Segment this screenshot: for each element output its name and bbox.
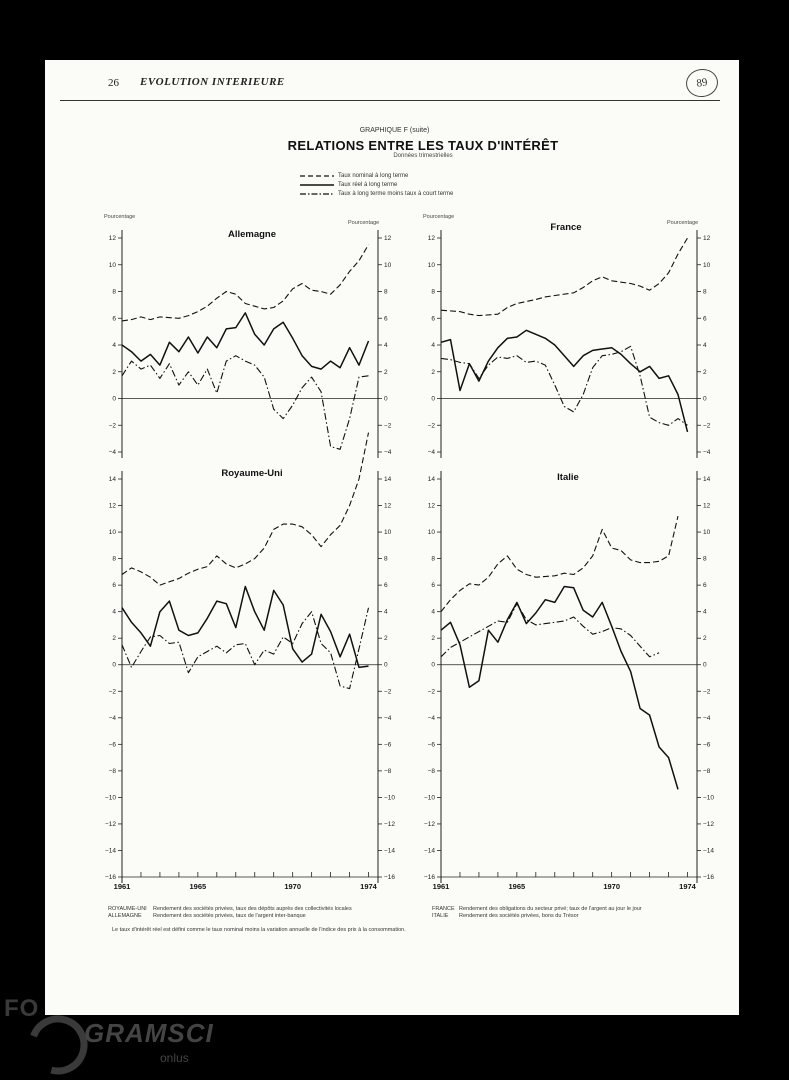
y-tick-label: 6	[384, 315, 388, 323]
y-tick-label: −14	[104, 847, 116, 855]
series-line-dashdot	[441, 604, 659, 657]
y-tick-label: −2	[703, 422, 711, 430]
y-tick-label: −2	[108, 422, 116, 430]
x-tick-label: 1974	[360, 882, 377, 891]
note-key: FRANCE	[432, 906, 455, 912]
panel-title: France	[550, 222, 582, 233]
y-tick-label: 0	[703, 661, 707, 669]
y-tick-label: 8	[384, 288, 388, 296]
y-tick-label: −4	[703, 449, 711, 456]
y-tick-label: 0	[431, 661, 435, 669]
handwritten-stamp: 89	[684, 67, 720, 99]
y-tick-label: 0	[431, 395, 435, 403]
y-tick-label: 12	[384, 235, 392, 242]
y-tick-label: 0	[384, 395, 388, 403]
note-text: Rendement des sociétés privées, bons du Trésor	[459, 913, 579, 919]
y-tick-label: 0	[384, 661, 388, 669]
y-tick-label: 10	[108, 261, 116, 269]
y-tick-label: 4	[112, 608, 116, 616]
y-tick-label: 12	[703, 502, 711, 510]
y-tick-label: 8	[431, 288, 435, 296]
y-tick-label: −6	[384, 741, 392, 749]
x-tick-label: 1970	[603, 882, 621, 891]
y-tick-label: 4	[431, 342, 435, 349]
legend-label: Taux nominal à long terme	[338, 172, 409, 179]
y-tick-label: −4	[427, 714, 435, 722]
y-tick-label: 2	[431, 635, 435, 643]
y-tick-label: 0	[112, 661, 116, 669]
y-unit-label: Pourcentage	[104, 214, 136, 220]
y-tick-label: −8	[427, 767, 435, 775]
y-tick-label: 14	[703, 476, 711, 483]
series-line-solid	[441, 330, 688, 432]
y-tick-label: 4	[431, 608, 435, 616]
y-tick-label: 10	[427, 529, 435, 537]
figure-title: RELATIONS ENTRE LES TAUX D'INTÉRÊT	[287, 138, 559, 153]
y-tick-label: 12	[427, 235, 435, 242]
note-key: ITALIE	[432, 913, 449, 919]
y-tick-label: −4	[384, 714, 392, 722]
x-tick-label: 1965	[508, 882, 526, 891]
y-tick-label: 4	[703, 608, 707, 616]
y-tick-label: −12	[423, 820, 435, 828]
y-tick-label: −10	[384, 794, 396, 802]
y-tick-label: 2	[112, 368, 116, 376]
y-tick-label: −12	[384, 820, 396, 828]
series-line-dashed	[441, 238, 688, 316]
y-tick-label: 2	[703, 635, 707, 643]
series-line-solid	[122, 313, 369, 369]
y-tick-label: −2	[384, 422, 392, 430]
y-tick-label: −6	[427, 741, 435, 749]
y-tick-label: 14	[108, 476, 116, 483]
y-tick-label: −2	[427, 688, 435, 696]
y-tick-label: −2	[427, 422, 435, 430]
y-tick-label: 14	[427, 476, 435, 483]
y-unit-label: Pourcentage	[348, 220, 380, 226]
y-tick-label: 12	[108, 502, 116, 510]
logo-text-suffix: onlus	[160, 1051, 189, 1065]
y-tick-label: 12	[427, 502, 435, 510]
y-tick-label: −10	[703, 794, 715, 802]
y-tick-label: −16	[104, 874, 116, 881]
y-tick-label: 8	[112, 555, 116, 563]
panel-title: Allemagne	[227, 229, 277, 240]
y-tick-label: −14	[384, 847, 396, 855]
notes-right	[432, 906, 642, 920]
y-tick-label: 10	[427, 261, 435, 269]
y-tick-label: 4	[384, 342, 388, 349]
series-line-dashdot	[441, 346, 688, 425]
y-tick-label: 8	[112, 288, 116, 296]
note-key: ALLEMAGNE	[108, 913, 142, 919]
series-line-solid	[441, 587, 678, 790]
page-number: 26	[108, 77, 119, 89]
x-tick-label: 1974	[679, 882, 696, 891]
series-line-dashed	[122, 245, 369, 321]
y-tick-label: −2	[384, 688, 392, 696]
y-tick-label: −14	[703, 847, 715, 855]
y-tick-label: 4	[112, 342, 116, 349]
y-tick-label: −8	[703, 767, 711, 775]
y-tick-label: −10	[423, 794, 435, 802]
y-tick-label: 6	[431, 315, 435, 323]
y-tick-label: 8	[431, 555, 435, 563]
x-tick-label: 1970	[284, 882, 302, 891]
y-tick-label: 2	[384, 368, 388, 376]
y-tick-label: 6	[431, 582, 435, 590]
y-tick-label: −4	[703, 714, 711, 722]
series-line-dashdot	[122, 608, 369, 689]
x-tick-label: 1965	[189, 882, 207, 891]
y-tick-label: 0	[703, 395, 707, 403]
note-text: Rendement des sociétés privées, taux des dépôts auprès des collectivités locales	[153, 906, 352, 912]
logo-text-fo: FO	[4, 995, 40, 1022]
y-tick-label: −4	[108, 449, 116, 456]
y-tick-label: 4	[384, 608, 388, 616]
y-tick-label: −2	[703, 688, 711, 696]
y-tick-label: 6	[703, 582, 707, 590]
notes-left	[108, 906, 352, 920]
y-tick-label: 6	[112, 315, 116, 323]
y-tick-label: 10	[703, 261, 711, 269]
legend-label: Taux réel à long terme	[338, 181, 398, 188]
y-unit-label: Pourcentage	[667, 220, 699, 226]
y-tick-label: 8	[703, 555, 707, 563]
note-text: Rendement des sociétés privées, taux de l'argent inter-banque	[153, 913, 306, 919]
y-tick-label: 0	[112, 395, 116, 403]
y-tick-label: −16	[423, 874, 435, 881]
y-tick-label: 8	[703, 288, 707, 296]
y-tick-label: 6	[703, 315, 707, 323]
y-tick-label: 2	[112, 635, 116, 643]
y-tick-label: −4	[384, 449, 392, 456]
y-tick-label: −6	[703, 741, 711, 749]
y-tick-label: 2	[384, 635, 388, 643]
y-tick-label: −12	[104, 820, 116, 828]
y-tick-label: 2	[703, 368, 707, 376]
legend-label: Taux à long terme moins taux à court terme	[338, 190, 454, 197]
y-tick-label: −4	[427, 449, 435, 456]
y-tick-label: −8	[384, 767, 392, 775]
y-tick-label: 14	[384, 476, 392, 483]
note-definition: Le taux d'intérêt réel est défini comme le taux nominal moins la variation annuelle de l'indice des prix à la consommation.	[112, 927, 406, 933]
x-tick-label: 1961	[432, 882, 450, 891]
y-tick-label: 6	[112, 582, 116, 590]
series-line-dashed	[441, 516, 678, 612]
y-tick-label: −16	[384, 874, 396, 881]
y-tick-label: 12	[384, 502, 392, 510]
y-tick-label: 10	[703, 529, 711, 537]
series-line-dashdot	[122, 356, 369, 450]
running-title: EVOLUTION INTERIEURE	[140, 76, 285, 88]
y-tick-label: −8	[108, 767, 116, 775]
y-tick-label: −14	[423, 847, 435, 855]
y-tick-label: 10	[384, 529, 392, 537]
y-tick-label: 8	[384, 555, 388, 563]
panel-title: Italie	[557, 472, 579, 483]
note-text: Rendement des obligations du secteur privé; taux de l'argent au jour le jour	[459, 906, 642, 912]
logo-text-name: GRAMSCI	[84, 1018, 214, 1048]
y-tick-label: 2	[431, 368, 435, 376]
y-tick-label: 12	[108, 235, 116, 242]
series-line-dashed	[122, 433, 369, 585]
x-tick-label: 1961	[113, 882, 131, 891]
y-tick-label: 10	[384, 261, 392, 269]
y-unit-label: Pourcentage	[423, 214, 455, 220]
y-tick-label: 4	[703, 342, 707, 349]
note-key: ROYAUME-UNI	[108, 906, 147, 912]
figure-label: GRAPHIQUE F (suite)	[359, 127, 430, 134]
y-tick-label: −10	[104, 794, 116, 802]
y-tick-label: −2	[108, 688, 116, 696]
y-tick-label: 6	[384, 582, 388, 590]
y-tick-label: 10	[108, 529, 116, 537]
y-tick-label: −12	[703, 820, 715, 828]
panel-title: Royaume-Uni	[221, 468, 283, 479]
y-tick-label: −16	[703, 874, 715, 881]
y-tick-label: 12	[703, 235, 711, 242]
figure-subtitle: Données trimestrielles	[393, 153, 453, 159]
y-tick-label: −6	[108, 741, 116, 749]
y-tick-label: −4	[108, 714, 116, 722]
